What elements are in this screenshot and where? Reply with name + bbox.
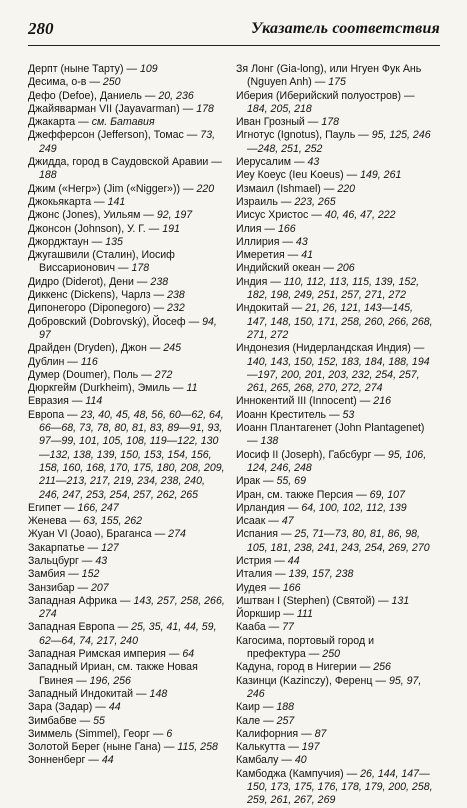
index-pages: 95, 125, 246—248, 251, 252 [247,129,431,155]
index-pages: 166 [282,581,301,594]
index-entry [28,236,226,249]
index-entry [236,768,434,808]
index-pages: 272 [154,368,173,381]
index-entry [28,621,226,648]
index-entry [28,90,226,103]
index-term: Западный Индокитай — [28,687,150,700]
index-pages: 41 [301,249,314,262]
index-pages: 245 [163,342,182,355]
index-entry [236,528,434,555]
index-entry [236,262,434,275]
index-term: Италия — [236,568,289,581]
index-entry [28,249,226,276]
index-term: Добровский (Dobrovský), Йосеф — [28,315,203,328]
index-entry [28,183,226,196]
index-entry [236,63,434,90]
index-term: Ирландия — [236,501,302,514]
index-pages: 40, 46, 47, 222 [324,209,396,222]
index-pages: 250 [322,648,340,661]
index-term: Иисус Христос — [236,209,325,222]
index-pages: 250 [102,76,121,89]
index-pages: 21, 26, 121, 143—145, 147, 148, 150, 171, 258, 260, 266, 268, 271, 272 [247,302,433,341]
index-entry [236,515,434,528]
index-term: Дерпт (ныне Тарту) — [28,63,140,75]
index-entry [236,635,434,662]
index-pages: 73, 249 [39,129,216,155]
index-term: Диккенс (Dickens), Чарлз — [28,289,168,302]
index-entry [28,342,226,355]
index-pages: 131 [391,594,410,607]
index-pages: 44 [287,554,300,567]
index-pages: 109 [140,63,158,75]
index-term: Иберия (Иберийский полуостров) — [236,89,415,102]
index-pages: 110, 112, 113, 115, 139, 152, 182, 198, 249, 251, 257, 271, 272 [247,275,420,302]
index-term: Израиль — [236,195,295,208]
index-term: Имеретия — [236,249,302,262]
index-pages: 127 [101,541,119,554]
index-entry [236,169,434,182]
index-entry [28,156,226,183]
index-pages: 64, 100, 102, 112, 139 [301,501,407,514]
index-entry [236,621,434,634]
index-entry [28,302,226,315]
index-pages: 166 [277,222,296,235]
index-pages: 223, 265 [294,195,336,208]
index-pages: 95, 106, 124, 246, 248 [247,448,427,474]
index-term: Индокитай — [236,302,306,315]
index-entry [28,595,226,622]
index-pages: 196, 256 [89,674,131,687]
index-term: Десима, о-в — [28,76,103,89]
index-term: Замбия — [28,568,82,581]
index-term: Зимбабве — [28,714,94,727]
index-pages: 257 [276,714,295,727]
page-header [28,18,440,42]
index-entry [236,728,434,741]
index-pages: 20, 236 [158,89,194,102]
index-entry [236,582,434,595]
index-entry [236,276,434,303]
index-pages: 216 [373,395,391,408]
index-term: Каир — [236,701,277,714]
index-term: Джокьякарта — [28,195,108,208]
index-entry [236,595,434,608]
index-pages: 43 [295,235,308,248]
index-pages: 43 [95,554,108,567]
index-entry [236,608,434,621]
index-pages: 191 [162,222,180,235]
index-term: Золотой Берег (ныне Гана) — [28,741,178,754]
index-pages: 40 [294,754,307,767]
index-pages: 55, 69 [276,475,306,488]
index-pages: 143, 257, 258, 266, 274 [39,594,225,621]
index-entry [28,542,226,555]
index-pages: 140, 143, 150, 152, 183, 184, 188, 194—197, 200, 201, 203, 232, 254, 257, 261, 265, 268, 270, 272, 274 [247,355,430,395]
index-term: Иштван I (Stephen) (Святой) — [236,594,392,607]
index-entry [28,369,226,382]
index-entry [28,76,226,89]
index-term: Иван Грозный — [236,116,322,129]
index-term: Драйден (Dryden), Джон — [28,342,164,355]
index-pages: 115, 258 [177,741,218,754]
index-pages: 64 [182,648,195,661]
index-pages: 274 [168,528,186,541]
index-entry [28,754,226,767]
index-term: Джонсон (Johnson), У. Г. — [28,222,163,235]
index-term: Камбоджа (Кампучия) — [236,767,361,780]
index-term: Дипонегоро (Diponegoro) — [28,302,168,315]
index-term: Казинци (Kazinczy), Ференц — [236,674,389,687]
index-entry [236,156,434,169]
index-entry [28,276,226,289]
index-entry [236,422,434,449]
index-entry [236,715,434,728]
index-pages: 232 [167,302,185,315]
index-term: Иеу Коеус (Ieu Koeus) — [236,169,361,182]
index-entry [236,183,434,196]
index-pages: 141 [107,195,126,208]
index-entry [236,701,434,714]
index-pages: см. Батавия [91,116,155,129]
index-entry [28,661,226,688]
index-entry [236,555,434,568]
index-pages: 197 [301,741,320,754]
index-term: Джайяварман VII (Jayavarman) — [28,102,197,115]
index-term: Западная Европа — [28,621,132,634]
index-term: Западный Ириан, см. также Новая Гвинея — [28,661,198,687]
index-term: Камбалу — [236,754,295,767]
index-term: Зонненберг — [28,754,102,767]
index-term: Кагосима, портовый город и префектура — [236,634,374,661]
index-term: Джугашвили (Сталин), Иосиф Виссарионович — [28,249,175,275]
index-pages: 111 [296,608,313,621]
index-term: Кале — [236,714,277,727]
index-entry [236,449,434,476]
index-entry [28,196,226,209]
index-term: Индийский океан — [236,262,337,275]
index-term: Индия — [236,275,284,288]
index-term: Западная Африка — [28,594,134,607]
index-pages: 44 [101,754,114,767]
index-term: Иоанн Плантагенет (John Plantagenet) — [236,422,425,448]
index-pages: 95, 97, 246 [247,674,422,700]
index-term: Иерусалим — [236,156,308,169]
index-term: Зя Лонг (Gia-long), или Нгуен Фук Ань (Nguyen Anh) — [236,63,422,89]
index-pages: 220 [196,182,215,195]
index-term: Испания — [236,528,295,541]
index-entry [28,741,226,754]
index-pages: 87 [314,727,327,740]
index-term: Йоркшир — [236,608,297,621]
index-entry [28,502,226,515]
index-pages: 148 [149,687,168,700]
index-pages: 26, 144, 147—150, 173, 175, 176, 178, 179, 200, 258, 259, 261, 267, 269 [247,767,433,807]
index-term: Зара (Задар) — [28,701,109,714]
index-entry [28,701,226,714]
index-entry [28,568,226,581]
index-pages: 53 [342,408,355,421]
index-entry [236,475,434,488]
index-pages: 178 [196,102,214,115]
index-term: Индонезия (Нидерландская Индия) — [236,342,425,355]
index-pages: 25, 71—73, 80, 81, 86, 98, 105, 181, 238, 241, 243, 254, 269, 270 [247,528,430,554]
index-term: Джорджтаун — [28,235,106,248]
index-pages: 178 [321,116,340,129]
index-pages: 92, 197 [156,209,193,222]
index-entry [28,103,226,116]
index-pages: 25, 35, 41, 44, 59, 62—64, 74, 217, 240 [39,621,217,647]
index-entry [236,502,434,515]
index-term: Дюркгейм (Durkheim), Эмиль — [28,382,187,395]
index-term: Дублин — [28,355,81,368]
index-entry [28,582,226,595]
index-term: Европа — [28,408,81,421]
index-term: Египет — [28,501,78,514]
index-entry [28,555,226,568]
index-entry [236,409,434,422]
index-term: Илия — [236,222,278,235]
index-column-left [28,63,226,768]
index-entry [236,754,434,767]
index-pages: 166, 247 [77,501,119,514]
index-term: Жуан VI (Joao), Браганса — [28,528,169,541]
index-entry [236,90,434,117]
index-term: Кааба — [236,621,283,634]
index-pages: 63, 155, 262 [83,515,143,528]
index-entry [236,395,434,408]
index-term: Джонс (Jones), Уильям — [28,209,157,222]
index-pages: 43 [307,156,320,169]
index-term: Зиммель (Simmel), Георг — [28,727,167,740]
index-entry [236,129,434,156]
index-entry [236,209,434,222]
index-term: Джим («Негр») (Jim («Nigger»)) — [28,182,197,195]
index-entry [236,116,434,129]
index-pages: 206 [336,262,355,275]
index-entry [236,568,434,581]
index-term: Игнотус (Ignotus), Пауль — [236,129,372,142]
index-pages: 149, 261 [360,169,402,182]
index-entry [28,129,226,156]
index-pages: 256 [373,661,391,674]
index-term: Иран, см. также Персия — [236,488,370,501]
index-entry [236,236,434,249]
index-term: Калькутта — [236,741,302,754]
index-term: Зальцбург — [28,554,96,567]
index-pages: 188 [39,169,57,182]
index-term: Закарпатье — [28,541,102,554]
index-pages: 178 [131,262,150,275]
index-pages: 220 [337,182,356,195]
index-entry [236,302,434,342]
index-term: Дидро (Diderot), Дени — [28,275,151,288]
index-term: Женева — [28,515,84,528]
index-entry [236,741,434,754]
index-pages: 138 [260,435,279,448]
index-pages: 44 [108,701,121,714]
index-pages: 69, 107 [369,488,405,501]
index-term: Евразия — [28,395,86,408]
index-pages: 238 [167,289,185,302]
index-pages: 94, 97 [39,315,217,341]
index-entry [28,223,226,236]
index-term: Ирак — [236,475,277,488]
index-entry [28,63,226,76]
index-entry [28,289,226,302]
index-entry [236,675,434,702]
index-entry [28,515,226,528]
index-entry [28,382,226,395]
index-entry [236,223,434,236]
index-pages: 55 [93,714,105,727]
index-pages: 188 [276,701,295,714]
index-entry [28,316,226,343]
index-pages: 184, 205, 218 [247,102,312,115]
index-entry [28,395,226,408]
index-term: Джидда, город в Саудовской Аравии — [28,156,222,169]
index-entry [28,688,226,701]
index-column-right [236,63,434,808]
index-term: Иннокентий III (Innocent) — [236,395,374,408]
index-term: Иосиф II (Joseph), Габсбург — [236,448,388,461]
index-entry [28,116,226,129]
index-entry [236,249,434,262]
index-term: Истрия — [236,554,288,567]
index-term: Кадуна, город в Нигерии — [236,661,374,674]
index-term: Исаак — [236,515,282,528]
header-rule [28,45,440,46]
index-term: Дефо (Defoe), Даниель — [28,89,159,102]
index-pages: 135 [105,235,123,248]
index-entry [28,728,226,741]
index-term: Джефферсон (Jefferson), Томас — [28,129,201,142]
index-pages: 116 [80,355,98,368]
index-pages: 114 [85,395,103,408]
index-pages: 11 [186,382,198,395]
index-entry [28,715,226,728]
index-entry [28,648,226,661]
index-pages: 6 [166,727,173,740]
index-term: Измаил (Ishmael) — [236,182,338,195]
running-head: Указатель соответствия [251,20,440,37]
index-pages: 152 [81,568,100,581]
index-pages: 207 [91,581,109,594]
index-entry [236,196,434,209]
index-term: Иллирия — [236,235,296,248]
index-entry [236,489,434,502]
index-entry [28,209,226,222]
page-number: 280 [28,19,54,38]
index-term: Калифорния — [236,727,315,740]
index-term: Иудея — [236,581,283,594]
index-term: Джакарта — [28,116,92,129]
index-term: Западная Римская империя — [28,648,183,661]
index-pages: 23, 40, 45, 48, 56, 60—62, 64, 66—68, 73, 78, 80, 81, 83, 89—91, 93, 97—99, 101, 105, 108, 119—122, 130—132, 138, 139, 150, 153, 154, 156, 158, 160, 168, 170, 175, 180, 208, 209, 211—213, 217, 219, 234, 238, 240, 246, 247, 253, 254, 257, 262, 265 [39,408,225,501]
index-term: Занзибар — [28,581,92,594]
index-pages: 47 [281,515,294,528]
index-pages: 77 [282,621,294,634]
index-pages: 139, 157, 238 [288,568,354,581]
index-term: Думер (Doumer), Поль — [28,368,155,381]
index-entry [236,342,434,395]
index-term: Иоанн Креститель — [236,408,343,421]
index-entry [28,356,226,369]
index-entry [236,661,434,674]
index-pages: 238 [150,275,169,288]
index-entry [28,528,226,541]
index-pages: 175 [328,76,346,89]
index-entry [28,409,226,502]
